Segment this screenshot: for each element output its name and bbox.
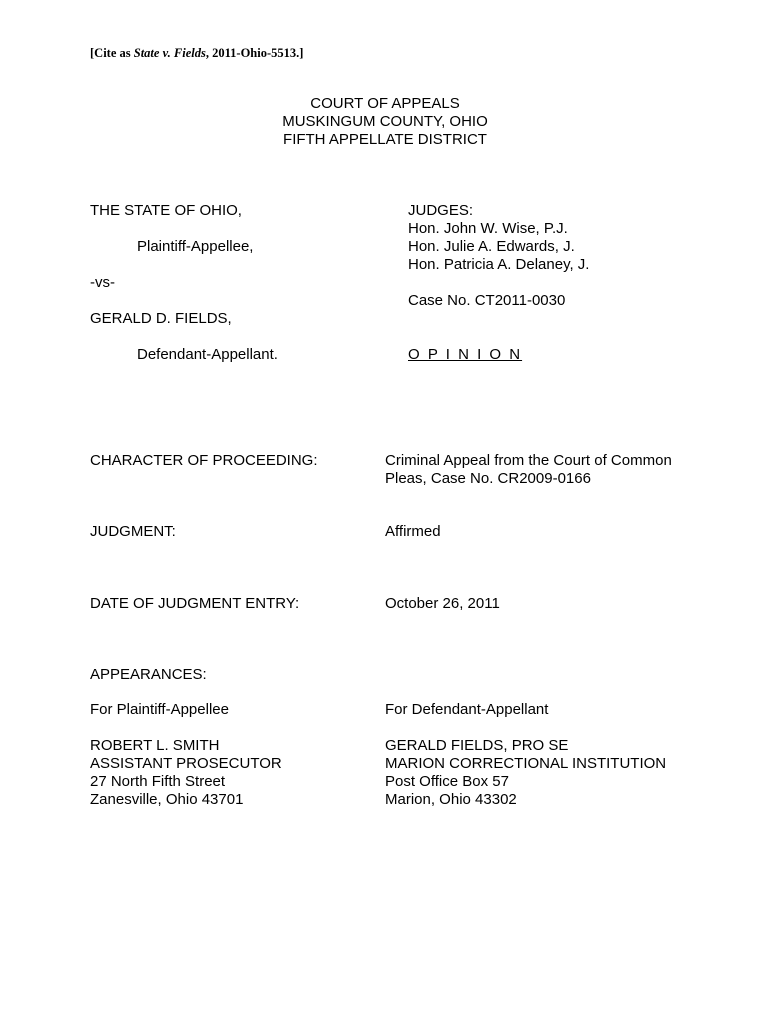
- opinion-title: O P I N I O N: [408, 346, 523, 363]
- defendant-name: GERALD D. FIELDS,: [90, 310, 232, 327]
- versus-label: -vs-: [90, 274, 115, 291]
- judgment-value: Affirmed: [385, 523, 441, 540]
- judgment-label: JUDGMENT:: [90, 523, 176, 540]
- plaintiff-counsel-heading: For Plaintiff-Appellee: [90, 701, 229, 718]
- judge-3: Hon. Patricia A. Delaney, J.: [408, 256, 590, 273]
- date-value: October 26, 2011: [385, 595, 500, 612]
- court-county: MUSKINGUM COUNTY, OHIO: [282, 113, 488, 130]
- citation-line: [90, 46, 303, 61]
- judge-1: Hon. John W. Wise, P.J.: [408, 220, 568, 237]
- defendant-counsel-line: Post Office Box 57: [385, 773, 509, 790]
- judges-heading: JUDGES:: [408, 202, 474, 219]
- date-label: DATE OF JUDGMENT ENTRY:: [90, 595, 300, 612]
- defendant-counsel-line: GERALD FIELDS, PRO SE: [385, 737, 569, 754]
- court-name: COURT OF APPEALS: [310, 95, 460, 112]
- appearances-heading: APPEARANCES:: [90, 666, 207, 683]
- judge-2: Hon. Julie A. Edwards, J.: [408, 238, 575, 255]
- defendant-counsel-line: Marion, Ohio 43302: [385, 791, 517, 808]
- defendant-counsel-line: MARION CORRECTIONAL INSTITUTION: [385, 755, 667, 772]
- proceeding-value-line2: Pleas, Case No. CR2009-0166: [385, 470, 591, 487]
- citation-suffix: , 2011-Ohio-5513.]: [205, 46, 304, 60]
- plaintiff-counsel-line: 27 North Fifth Street: [90, 773, 226, 790]
- plaintiff-role: Plaintiff-Appellee,: [137, 238, 254, 255]
- plaintiff-name: THE STATE OF OHIO,: [90, 202, 242, 219]
- court-district: FIFTH APPELLATE DISTRICT: [283, 131, 487, 148]
- plaintiff-counsel-line: ASSISTANT PROSECUTOR: [90, 755, 282, 772]
- proceeding-label: CHARACTER OF PROCEEDING:: [90, 452, 318, 469]
- citation-case-name: State v. Fields: [133, 46, 206, 60]
- defendant-role: Defendant-Appellant.: [137, 346, 278, 363]
- citation-prefix: [Cite as: [90, 46, 134, 60]
- proceeding-value-line1: Criminal Appeal from the Court of Common: [385, 452, 672, 469]
- case-number: Case No. CT2011-0030: [408, 292, 566, 309]
- defendant-counsel-heading: For Defendant-Appellant: [385, 701, 549, 718]
- plaintiff-counsel-line: Zanesville, Ohio 43701: [90, 791, 244, 808]
- plaintiff-counsel-line: ROBERT L. SMITH: [90, 737, 220, 754]
